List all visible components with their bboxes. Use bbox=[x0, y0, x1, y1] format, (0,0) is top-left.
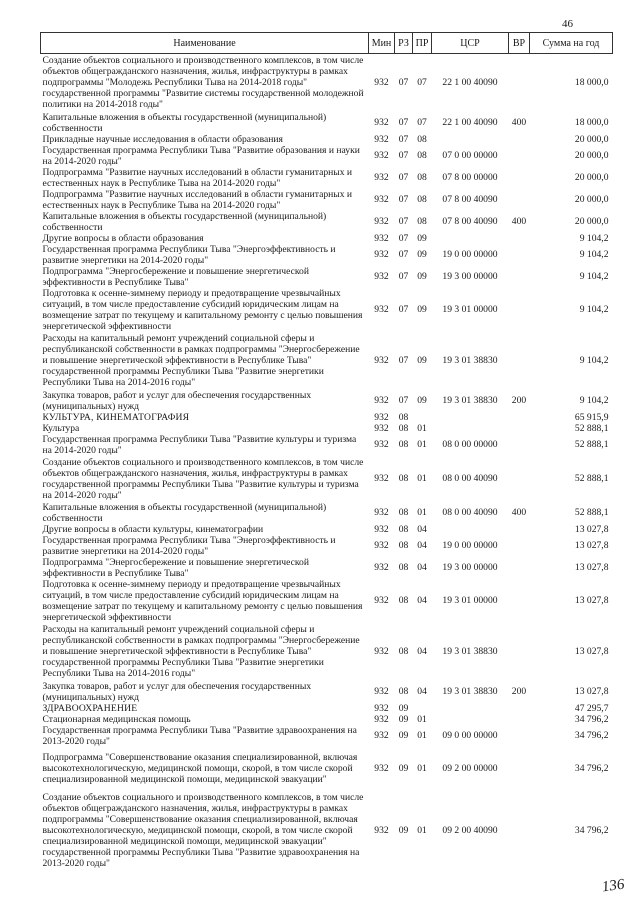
row-vr bbox=[509, 288, 530, 332]
row-rz: 08 bbox=[398, 646, 409, 657]
row-rz: 07 bbox=[398, 304, 409, 315]
row-csr bbox=[432, 412, 509, 423]
row-min: 932 bbox=[374, 411, 389, 423]
row-min: 932 bbox=[374, 523, 389, 535]
table-row bbox=[41, 54, 613, 112]
row-pr: 01 bbox=[417, 422, 427, 434]
table-row bbox=[41, 288, 613, 332]
row-min: 932 bbox=[374, 713, 389, 725]
table-row bbox=[41, 502, 613, 524]
row-pr: 01 bbox=[417, 507, 427, 518]
row-rz: 07 bbox=[398, 271, 409, 282]
row-csr bbox=[432, 134, 509, 145]
row-rz: 07 bbox=[398, 355, 409, 366]
table-row bbox=[41, 579, 613, 623]
row-pr: 08 bbox=[417, 133, 427, 145]
row-rz: 09 bbox=[398, 763, 409, 774]
budget-table-container bbox=[40, 32, 612, 871]
row-pr: 09 bbox=[417, 355, 427, 366]
row-pr: 08 bbox=[417, 150, 427, 161]
row-name: Подготовка к осенне-зимнему периоду и предотвращение чрезвычайных ситуаций, в том числе предоставление субсидий юридическим лицам на возмещение затрат по текущему и капитальному ремонту с целью повышения энергетической эффективности bbox=[42, 287, 363, 332]
table-row bbox=[41, 390, 613, 412]
row-csr: 22 1 00 40090 bbox=[442, 77, 498, 89]
row-pr: 08 bbox=[417, 194, 427, 205]
row-sum: 9 104,2 bbox=[579, 249, 609, 260]
row-name: Подпрограмма "Энергосбережение и повышение энергетической эффективности в Республике Тыва" bbox=[42, 556, 309, 579]
row-csr: 09 2 00 40090 bbox=[442, 825, 498, 836]
row-vr bbox=[509, 434, 530, 456]
row-sum: 20 000,0 bbox=[574, 216, 609, 227]
row-pr: 01 bbox=[417, 763, 427, 774]
handwritten-page-mark: 136 bbox=[600, 876, 626, 896]
row-min: 932 bbox=[374, 271, 389, 282]
row-rz: 08 bbox=[398, 562, 409, 573]
row-sum: 13 027,8 bbox=[574, 562, 609, 573]
table-row bbox=[41, 524, 613, 535]
row-sum: 34 796,2 bbox=[574, 713, 609, 725]
row-pr: 01 bbox=[417, 730, 427, 741]
row-csr: 07 8 00 00000 bbox=[442, 172, 498, 183]
row-min: 932 bbox=[374, 304, 389, 315]
row-pr: 04 bbox=[417, 562, 427, 573]
header-min: Мин bbox=[369, 33, 395, 54]
table-row bbox=[41, 412, 613, 423]
row-rz: 08 bbox=[398, 507, 409, 518]
row-pr: 09 bbox=[417, 232, 427, 244]
table-row bbox=[41, 211, 613, 233]
row-csr: 08 0 00 00000 bbox=[442, 439, 498, 450]
row-pr bbox=[413, 412, 432, 423]
row-vr bbox=[509, 535, 530, 557]
table-row bbox=[41, 703, 613, 714]
row-min: 932 bbox=[374, 540, 389, 551]
row-vr bbox=[509, 54, 530, 112]
header-name: Наименование bbox=[41, 33, 369, 54]
row-pr: 08 bbox=[417, 216, 427, 227]
row-sum: 18 000,0 bbox=[574, 117, 609, 128]
row-sum: 13 027,8 bbox=[574, 595, 609, 606]
table-row bbox=[41, 112, 613, 134]
row-name: Подпрограмма "Развитие научных исследований в области гуманитарных и естественных наук в Республике Тыва на 2014-2020 годы" bbox=[42, 166, 353, 189]
header-csr: ЦСР bbox=[432, 33, 509, 54]
row-vr: 400 bbox=[511, 216, 527, 227]
row-sum: 52 888,1 bbox=[574, 439, 609, 450]
row-sum: 18 000,0 bbox=[574, 77, 609, 89]
row-rz: 08 bbox=[398, 411, 409, 423]
row-sum: 20 000,0 bbox=[574, 133, 609, 145]
row-csr: 19 3 01 00000 bbox=[442, 304, 498, 315]
table-row bbox=[41, 167, 613, 189]
row-sum: 52 888,1 bbox=[574, 507, 609, 518]
row-sum: 9 104,2 bbox=[579, 271, 609, 282]
row-min: 932 bbox=[374, 473, 389, 484]
row-pr: 09 bbox=[417, 395, 427, 406]
row-name: Капитальные вложения в объекты государственной (муниципальной) собственности bbox=[42, 111, 327, 134]
row-min: 932 bbox=[374, 595, 389, 606]
row-sum: 20 000,0 bbox=[574, 194, 609, 205]
table-row bbox=[41, 134, 613, 145]
table-body bbox=[41, 54, 613, 871]
table-row bbox=[41, 244, 613, 266]
row-rz: 07 bbox=[398, 395, 409, 406]
header-pr: ПР bbox=[413, 33, 432, 54]
row-name: Подпрограмма "Развитие научных исследований в области гуманитарных и естественных наук в Республике Тыва на 2014-2020 годы" bbox=[42, 188, 353, 211]
row-sum: 13 027,8 bbox=[574, 686, 609, 697]
row-pr: 04 bbox=[417, 540, 427, 551]
table-row bbox=[41, 747, 613, 791]
row-min: 932 bbox=[374, 562, 389, 573]
row-csr: 19 3 01 38830 bbox=[442, 686, 498, 697]
row-vr bbox=[509, 524, 530, 535]
row-vr bbox=[509, 233, 530, 244]
row-vr bbox=[509, 167, 530, 189]
row-pr: 01 bbox=[417, 473, 427, 484]
row-name: Культура bbox=[42, 422, 80, 434]
row-rz: 08 bbox=[398, 422, 409, 434]
row-pr: 04 bbox=[417, 646, 427, 657]
row-name: Государственная программа Республики Тыва "Энергоэффективность и развитие энергетики на 2014-2020 годы" bbox=[42, 243, 336, 266]
row-sum: 13 027,8 bbox=[574, 523, 609, 535]
row-vr bbox=[509, 244, 530, 266]
table-header bbox=[41, 33, 613, 54]
row-name: Создание объектов социального и производственного комплексов, в том числе объектов общегражданского назначения, жилья, инфраструктуры в рамках подпрограммы "Молодежь Республики Тыва на 2014-2018 годы" государственной программы "Развитие системы государственной молодежной политики на 2014-2018 годы" bbox=[42, 55, 364, 111]
row-csr bbox=[432, 233, 509, 244]
row-min: 932 bbox=[374, 439, 389, 450]
row-sum: 34 796,2 bbox=[574, 730, 609, 741]
row-sum: 9 104,2 bbox=[579, 355, 609, 366]
row-min: 932 bbox=[374, 422, 389, 434]
row-csr bbox=[432, 703, 509, 714]
row-vr: 400 bbox=[511, 117, 527, 128]
header-vr: ВР bbox=[509, 33, 530, 54]
row-sum: 9 104,2 bbox=[579, 395, 609, 406]
row-vr bbox=[509, 557, 530, 579]
table-row bbox=[41, 233, 613, 244]
row-pr: 09 bbox=[417, 249, 427, 260]
row-sum: 13 027,8 bbox=[574, 540, 609, 551]
row-pr: 01 bbox=[417, 439, 427, 450]
row-csr: 07 0 00 00000 bbox=[442, 150, 498, 161]
table-row bbox=[41, 266, 613, 288]
table-row bbox=[41, 623, 613, 681]
row-pr: 07 bbox=[417, 77, 427, 89]
row-vr: 200 bbox=[511, 395, 527, 406]
row-sum: 13 027,8 bbox=[574, 646, 609, 657]
table-row bbox=[41, 714, 613, 725]
row-csr: 08 0 00 40090 bbox=[442, 473, 498, 484]
table-row bbox=[41, 456, 613, 502]
row-name: Стационарная медицинская помощь bbox=[42, 713, 191, 725]
row-vr bbox=[509, 791, 530, 871]
row-min: 932 bbox=[374, 77, 389, 89]
row-rz: 07 bbox=[398, 194, 409, 205]
row-rz: 09 bbox=[398, 730, 409, 741]
row-sum: 20 000,0 bbox=[574, 150, 609, 161]
row-name: Расходы на капитальный ремонт учреждений социальной сферы и республиканской собственности в рамках подпрограммы "Энергосбережение и повышение энергетической эффективности в Республике Тыва" государственной программы Республики Тыва "Развитие энергетики Республики Тыва на 2014-2016 годы" bbox=[42, 624, 360, 679]
table-row bbox=[41, 189, 613, 211]
row-rz: 08 bbox=[398, 686, 409, 697]
row-name: Другие вопросы в области культуры, кинематографии bbox=[42, 523, 264, 535]
row-vr bbox=[509, 579, 530, 623]
table-row bbox=[41, 557, 613, 579]
row-pr: 01 bbox=[417, 825, 427, 836]
row-rz: 08 bbox=[398, 540, 409, 551]
row-vr bbox=[509, 423, 530, 434]
row-sum: 9 104,2 bbox=[579, 232, 609, 244]
row-csr: 19 3 00 00000 bbox=[442, 562, 498, 573]
row-csr: 19 3 00 00000 bbox=[442, 271, 498, 282]
row-vr bbox=[509, 725, 530, 747]
row-name: Капитальные вложения в объекты государственной (муниципальной) собственности bbox=[42, 501, 327, 524]
row-rz: 08 bbox=[398, 595, 409, 606]
row-min: 932 bbox=[374, 355, 389, 366]
row-sum: 52 888,1 bbox=[574, 422, 609, 434]
row-vr bbox=[509, 703, 530, 714]
row-name: Создание объектов социального и производственного комплексов, в том числе объектов общегражданского назначения, жилья, инфраструктуры в рамках государственной программы Республики Тыва "Развитие культуры и туризма на 2014-2020 годы" bbox=[42, 456, 364, 501]
row-sum: 65 915,9 bbox=[574, 411, 609, 423]
row-min: 932 bbox=[374, 507, 389, 518]
row-min: 932 bbox=[374, 763, 389, 774]
row-min: 932 bbox=[374, 825, 389, 836]
row-vr bbox=[509, 623, 530, 681]
row-name: Капитальные вложения в объекты государственной (муниципальной) собственности bbox=[42, 210, 327, 233]
table-row bbox=[41, 434, 613, 456]
row-sum: 47 295,7 bbox=[574, 702, 609, 714]
row-name: ЗДРАВООХРАНЕНИЕ bbox=[42, 702, 138, 714]
row-pr: 08 bbox=[417, 172, 427, 183]
row-min: 932 bbox=[374, 646, 389, 657]
row-name: Создание объектов социального и производственного комплексов, в том числе объектов общегражданского назначения, жилья, инфраструктуры в рамках подпрограммы "Совершенствование оказания специализированной, включая высокотехнологическую, медицинской помощи, скорой, в том числе скорой специализированной медицинской помощи, медицинской эвакуации" государственной программы Республики Тыва "Развитие здравоохранения на 2013-2020 годы" bbox=[42, 792, 364, 869]
row-vr bbox=[509, 412, 530, 423]
row-min: 932 bbox=[374, 194, 389, 205]
page-number: 46 bbox=[562, 18, 573, 30]
row-pr: 04 bbox=[417, 686, 427, 697]
row-name: Подготовка к осенне-зимнему периоду и предотвращение чрезвычайных ситуаций, в том числе предоставление субсидий юридическим лицам на возмещение затрат по текущему и капитальному ремонту с целью повышения энергетической эффективности bbox=[42, 578, 363, 623]
row-name: Подпрограмма "Совершенствование оказания специализированной, включая высокотехнологическую, медицинской помощи, скорой, в том числе скорой специализированной медицинской помощи, медицинской эвакуации" bbox=[42, 752, 358, 785]
row-min: 932 bbox=[374, 702, 389, 714]
row-sum: 52 888,1 bbox=[574, 473, 609, 484]
row-pr: 01 bbox=[417, 713, 427, 725]
row-vr bbox=[509, 134, 530, 145]
row-min: 932 bbox=[374, 232, 389, 244]
row-sum: 20 000,0 bbox=[574, 172, 609, 183]
row-rz: 07 bbox=[398, 172, 409, 183]
row-csr: 08 0 00 40090 bbox=[442, 507, 498, 518]
row-pr: 09 bbox=[417, 304, 427, 315]
row-csr: 07 8 00 40090 bbox=[442, 194, 498, 205]
row-min: 932 bbox=[374, 395, 389, 406]
row-name: Расходы на капитальный ремонт учреждений социальной сферы и республиканской собственности в рамках подпрограммы "Энергосбережение и повышение энергетической эффективности в Республике Тыва" государственной программы Республики Тыва "Развитие энергетики Республики Тыва на 2014-2016 годы" bbox=[42, 333, 360, 388]
row-rz: 07 bbox=[398, 150, 409, 161]
row-name: Государственная программа Республики Тыва "Развитие образования и науки на 2014-2020 годы" bbox=[42, 144, 360, 167]
row-rz: 07 bbox=[398, 249, 409, 260]
row-vr bbox=[509, 332, 530, 390]
table-row bbox=[41, 535, 613, 557]
row-sum: 34 796,2 bbox=[574, 825, 609, 836]
row-rz: 09 bbox=[398, 825, 409, 836]
row-name: Государственная программа Республики Тыва "Развитие здравоохранения на 2013-2020 годы" bbox=[42, 724, 357, 747]
row-name: Закупка товаров, работ и услуг для обеспечения государственных (муниципальных) нужд bbox=[42, 680, 312, 703]
table-row bbox=[41, 791, 613, 871]
row-rz: 07 bbox=[398, 232, 409, 244]
row-sum: 9 104,2 bbox=[579, 304, 609, 315]
row-vr bbox=[509, 714, 530, 725]
row-csr: 09 2 00 00000 bbox=[442, 763, 498, 774]
table-row bbox=[41, 145, 613, 167]
row-min: 932 bbox=[374, 686, 389, 697]
row-min: 932 bbox=[374, 249, 389, 260]
row-pr: 09 bbox=[417, 271, 427, 282]
row-csr bbox=[432, 423, 509, 434]
row-name: Государственная программа Республики Тыва "Развитие культуры и туризма на 2014-2020 годы" bbox=[42, 433, 357, 456]
row-csr: 19 3 01 00000 bbox=[442, 595, 498, 606]
row-vr bbox=[509, 747, 530, 791]
row-name: Прикладные научные исследования в области образования bbox=[42, 133, 283, 145]
row-rz: 08 bbox=[398, 473, 409, 484]
row-csr: 19 0 00 00000 bbox=[442, 540, 498, 551]
row-name: Государственная программа Республики Тыва "Энергоэффективность и развитие энергетики на 2014-2020 годы" bbox=[42, 534, 336, 557]
row-rz: 09 bbox=[398, 713, 409, 725]
row-pr: 07 bbox=[417, 117, 427, 128]
row-vr bbox=[509, 456, 530, 502]
row-pr: 04 bbox=[417, 523, 427, 535]
budget-table bbox=[40, 32, 613, 871]
row-vr bbox=[509, 189, 530, 211]
row-min: 932 bbox=[374, 730, 389, 741]
row-min: 932 bbox=[374, 216, 389, 227]
table-row bbox=[41, 332, 613, 390]
row-rz: 08 bbox=[398, 523, 409, 535]
table-row bbox=[41, 423, 613, 434]
row-name: Другие вопросы в области образования bbox=[42, 232, 204, 244]
row-csr: 22 1 00 40090 bbox=[442, 117, 498, 128]
row-vr: 200 bbox=[511, 686, 527, 697]
row-vr bbox=[509, 145, 530, 167]
table-row bbox=[41, 725, 613, 747]
table-row bbox=[41, 681, 613, 703]
row-csr: 09 0 00 00000 bbox=[442, 730, 498, 741]
row-name: КУЛЬТУРА, КИНЕМАТОГРАФИЯ bbox=[42, 411, 190, 423]
row-min: 932 bbox=[374, 133, 389, 145]
row-vr: 400 bbox=[511, 507, 527, 518]
row-name: Закупка товаров, работ и услуг для обеспечения государственных (муниципальных) нужд bbox=[42, 389, 312, 412]
row-csr bbox=[432, 714, 509, 725]
row-rz: 08 bbox=[398, 439, 409, 450]
header-sum: Сумма на год bbox=[530, 33, 613, 54]
row-rz: 07 bbox=[398, 216, 409, 227]
row-min: 932 bbox=[374, 172, 389, 183]
row-rz: 07 bbox=[398, 77, 409, 89]
row-csr: 07 8 00 40090 bbox=[442, 216, 498, 227]
row-min: 932 bbox=[374, 150, 389, 161]
header-rz: РЗ bbox=[395, 33, 413, 54]
row-min: 932 bbox=[374, 117, 389, 128]
row-csr: 19 3 01 38830 bbox=[442, 646, 498, 657]
row-csr: 19 3 01 38830 bbox=[442, 395, 498, 406]
row-csr: 19 3 01 38830 bbox=[442, 355, 498, 366]
row-sum: 34 796,2 bbox=[574, 763, 609, 774]
row-rz: 07 bbox=[398, 117, 409, 128]
row-rz: 09 bbox=[398, 702, 409, 714]
row-pr bbox=[413, 703, 432, 714]
row-vr bbox=[509, 266, 530, 288]
row-name: Подпрограмма "Энергосбережение и повышение энергетической эффективности в Республике Тыва" bbox=[42, 265, 309, 288]
row-csr: 19 0 00 00000 bbox=[442, 249, 498, 260]
row-csr bbox=[432, 524, 509, 535]
row-pr: 04 bbox=[417, 595, 427, 606]
row-rz: 07 bbox=[398, 133, 409, 145]
